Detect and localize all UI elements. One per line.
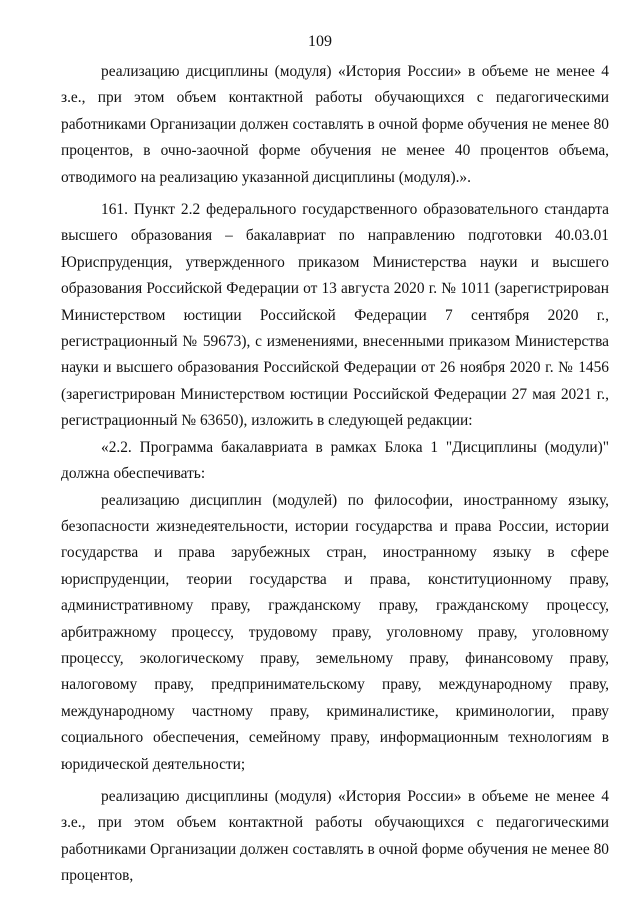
document-body xyxy=(61,59,609,890)
paragraph-section-2-2: «2.2. Программа бакалавриата в рамках Блока 1 "Дисциплины (модули)" должна обеспечивать: xyxy=(61,438,609,483)
page-number: 109 xyxy=(308,33,332,50)
paragraph-history-russia: реализацию дисциплины (модуля) «История России» в объеме не менее 4 з.е., при этом объем контактной работы обучающихся с педагогическими работниками Организации должен составлять в очной форме обучения не менее 80 процентов, xyxy=(61,787,609,885)
paragraph-disciplines-list: реализацию дисциплин (модулей) по философии, иностранному языку, безопасности жизнедеятельности, истории государства и права России, истории государства и права зарубежных стран, иностранному языку в сфере юриспруденции, теории государства и права, конституционному праву, административному праву, гражданскому праву, гражданскому процессу, арбитражному процессу, трудовому праву, уголовному праву, уголовному процессу, экологическому праву, земельному праву, финансовому праву, налоговому праву, предпринимательскому праву, международному праву, международному частному праву, криминалистике, криминологии, праву социального обеспечения, семейному праву, информационным технологиям в юридической деятельности; xyxy=(61,491,609,773)
paragraph-history-russia-continuation: реализацию дисциплины (модуля) «История России» в объеме не менее 4 з.е., при этом объем контактной работы обучающихся с педагогическими работниками Организации должен составлять в очной форме обучения не менее 80 процентов, в очно-заочной форме обучения не менее 40 процентов объема, отводимого на реализацию указанной дисциплины (модуля).». xyxy=(61,63,609,186)
paragraph-item-161: 161. Пункт 2.2 федерального государственного образовательного стандарта высшего образования – бакалавриат по направлению подготовки 40.03.01 Юриспруденция, утвержденного приказом Министерства науки и высшего образования Российской Федерации от 13 августа 2020 г. № 1011 (зарегистрирован Министерством юстиции Российской Федерации 7 сентября 2020 г., регистрационный № 59673), с изменениями, внесенными приказом Министерства науки и высшего образования Российской Федерации от 26 ноября 2020 г. № 1456 (зарегистрирован Министерством юстиции Российской Федерации 27 мая 2021 г., регистрационный № 63650), изложить в следующей редакции: xyxy=(61,201,609,430)
